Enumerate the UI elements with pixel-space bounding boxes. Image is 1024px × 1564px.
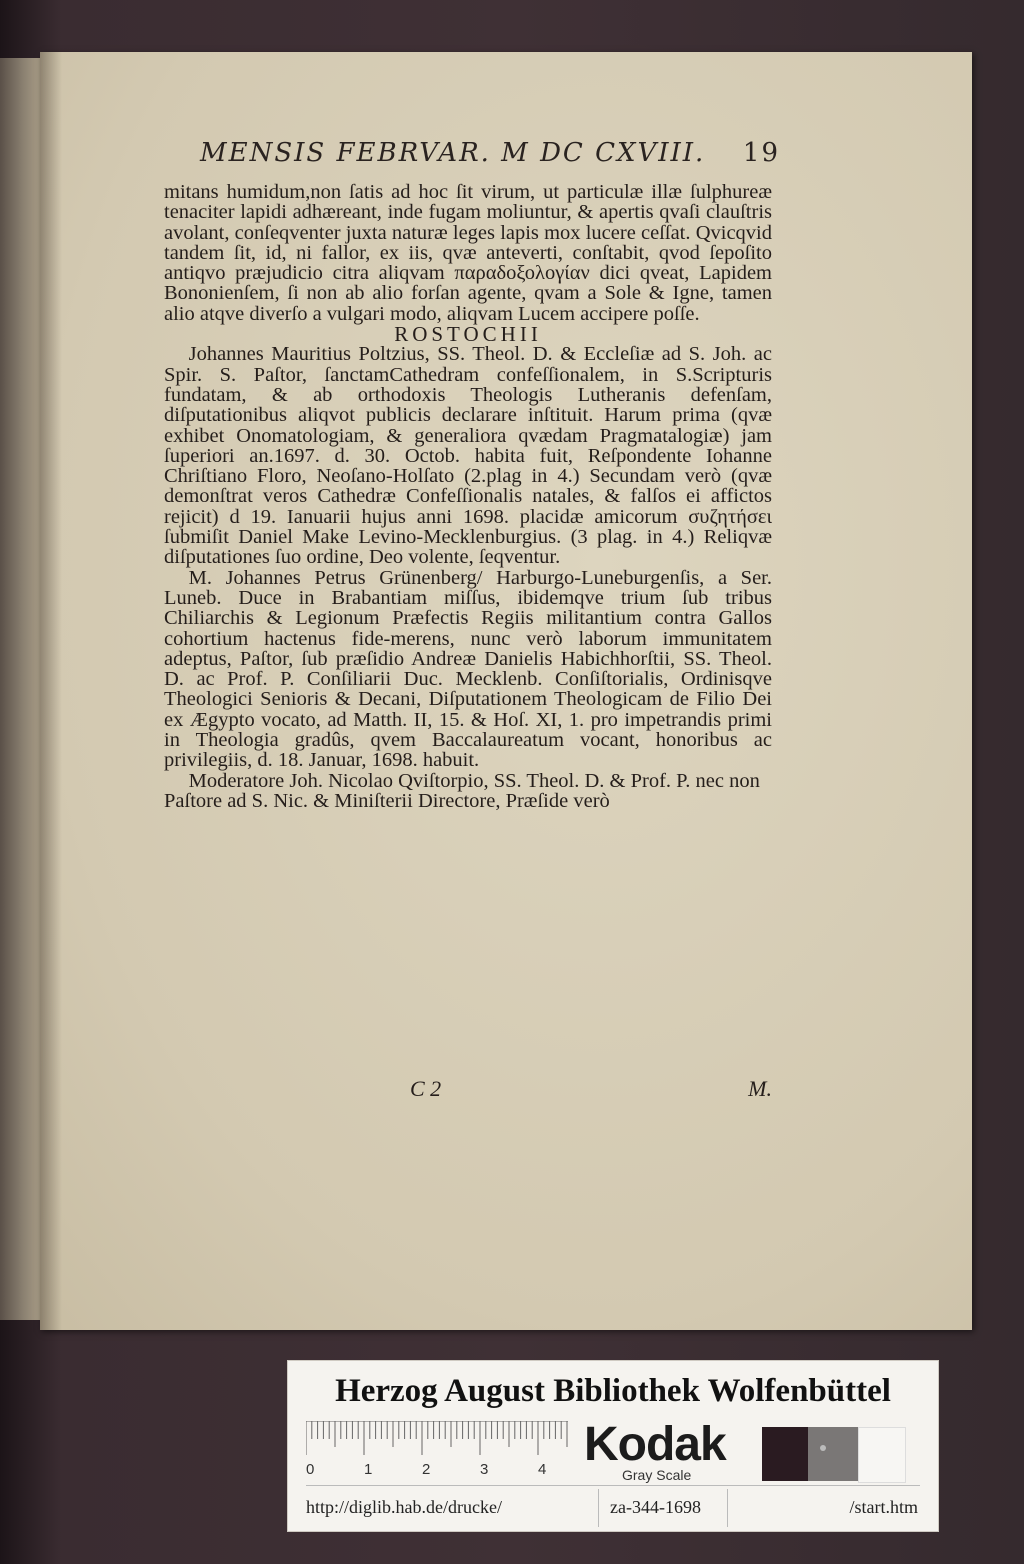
shelfmark: za-344-1698 [610, 1497, 701, 1517]
ruler-number: 2 [422, 1461, 431, 1478]
library-name: Herzog August Bibliothek Wolfenbüttel [335, 1373, 891, 1409]
paragraph-moderatore: Moderatore Joh. Nicolao Qviſtorpio, SS. Theol. D. & Prof. P. nec non Paſtore ad S. Nic. & Miniſterii Directore, Præſide verò [164, 769, 760, 812]
paragraph-continuation: mitans humidum,non ſatis ad hoc ſit virum, ut particulæ illæ ſulphureæ tenaciter lapidi adhæreant, inde fugam moliuntur, & apertis qvaſi clauſtris avolant, conſeqventer juxta naturæ leges lapis mox lucere ceſſat. Qvicqvid tandem ſit, id, ni fallor, ex iis, qvæ anteverti, conſtabit, qvod ſepoſito antiqvo præjudicio citra aliqvam παραδοξολογίαν dici qveat, Lapidem Bononienſem, ſi non ab alio forſan agente, qvam a Sole & Igne, tamen alio atqve diverſo a vulgari modo, aliqvam Lucem accipere poſſe. [164, 181, 772, 325]
target-divider [306, 1485, 920, 1486]
ruler-number: 1 [364, 1461, 373, 1478]
body-text [164, 182, 772, 811]
ruler-number: 4 [538, 1461, 547, 1478]
ruler-numbers [306, 1461, 568, 1481]
swatch-dot-icon [820, 1445, 826, 1451]
signature-mark: C 2 [410, 1076, 442, 1101]
catchword: M. [748, 1076, 772, 1101]
ruler-number: 0 [306, 1461, 315, 1478]
ruler-icon [306, 1421, 568, 1457]
paragraph-poltzius: Johannes Mauritius Poltzius, SS. Theol. D. & Eccleſiæ ad S. Joh. ac Spir. S. Paſtor, ſanctamCathedram confeſſionalem, in S.Scripturis fundatam, & ab orthodoxis Theologis Lutheranis defenſam, diſputationibus aliqvot publicis declarare inſtituit. Harum prima (qvæ exhibet Onomatologiam, & generaliora qvædam Pragmatalogiæ) jam ſuperiori an.1697. d. 30. Octob. habita fuit, Reſpondente Iohanne Chriſtiano Floro, Neoſano-Holſato (2.plag in 4.) Secundam verò (qvæ demonſtrat veros Cathedræ Confeſſionalis natales, & falſos ei affictos rejicit) d 19. Ianuarii hujus anni 1698. placidæ amicorum συζητήσει ſubmiſit Daniel Make Levino-Mecklenburgius. (3 plag. in 4.) Reliqvæ diſputationes ſuo ordine, Deo volente, ſeqventur. [164, 343, 772, 569]
previous-page-edge [0, 58, 40, 1320]
running-head-title: MENSIS FEBRVAR. M DC CXVIII. [200, 138, 706, 168]
gray-scale-label: Gray Scale [622, 1467, 692, 1483]
ruler-number: 3 [480, 1461, 489, 1478]
page-number: 19 [742, 138, 780, 168]
page-gutter-shadow [40, 52, 62, 1330]
gray-swatch-light [858, 1427, 906, 1483]
gray-swatch-dark [762, 1427, 808, 1481]
kodak-logo: Kodak [584, 1418, 726, 1471]
gray-swatch-mid [808, 1427, 858, 1481]
paragraph-gruenenberg: M. Johannes Petrus Grünenberg/ Harburgo-Luneburgenſis, a Ser. Luneb. Duce in Brabantiam miſſus, ibidemqve trium ſub tribus Chiliarchis & Legionum Præfectis Regiis militantium contra Gallos cohortium hactenus fide-merens, nunc verò laborum immunitatem adeptus, Paſtor, ſub præſidio Andreæ Danielis Habichhorſtii, SS. Theol. D. ac Prof. P. Conſiliarii Duc. Mecklenb. Conſiſtorialis, Ordinisqve Theologici Senioris & Decani, Diſputationem Theologicam de Filio Dei ex Ægypto vocato, ad Matth. II, 15. & Hoſ. XI, 1. pro impetrandis primi in Theologia gradûs, qvem Baccalaureatum vocant, honoribus ac privilegiis, d. 18. Januar, 1698. habuit. [164, 566, 772, 772]
section-heading-rostochii: ROSTOCHII [394, 322, 542, 347]
running-head [200, 138, 780, 168]
start-file: /start.htm [849, 1497, 918, 1517]
scan-target-card [287, 1360, 939, 1532]
library-url: http://diglib.hab.de/drucke/ [306, 1497, 502, 1517]
